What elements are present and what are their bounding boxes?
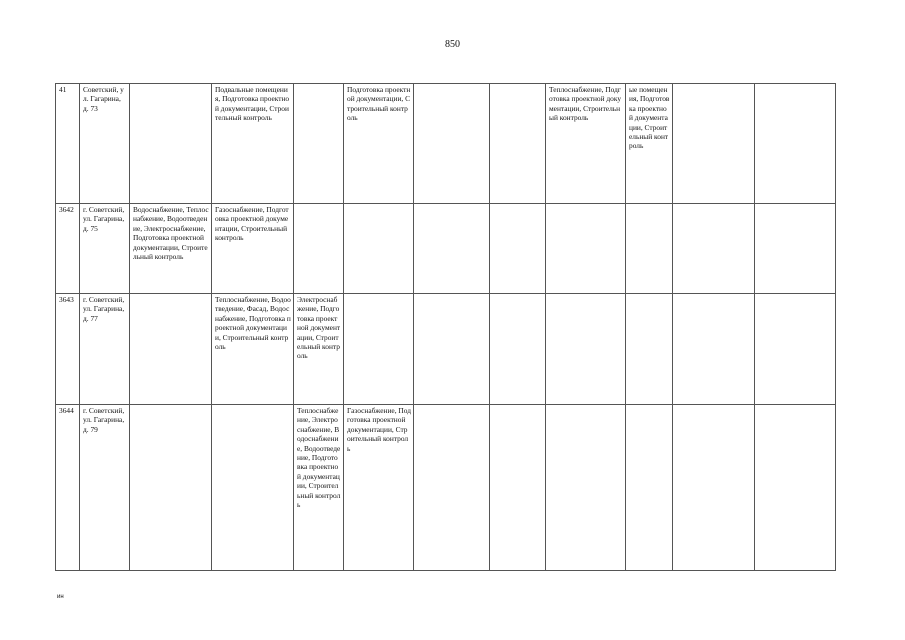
work-cell [294, 204, 344, 294]
work-cell: Газоснабжение, Подготовка проектной документации, Строительный контроль [344, 405, 414, 571]
work-cell [490, 204, 546, 294]
work-cell [673, 294, 755, 405]
work-cell [546, 405, 626, 571]
address-cell: Советский, ул. Гагарина, д. 73 [80, 84, 130, 204]
work-cell [490, 405, 546, 571]
work-cell: Водоснабжение, Теплоснабжение, Водоотведение, Электроснабжение, Подготовка проектной документации, Строительный контроль [130, 204, 212, 294]
work-cell: Газоснабжение, Подготовка проектной документации, Строительный контроль [212, 204, 294, 294]
work-cell: Подготовка проектной документации, Строительный контроль [344, 84, 414, 204]
table-row [56, 405, 836, 571]
page-number: 850 [445, 39, 460, 50]
work-cell [414, 204, 490, 294]
address-cell: г. Советский, ул. Гагарина, д. 77 [80, 294, 130, 405]
work-cell [546, 204, 626, 294]
work-cell [344, 294, 414, 405]
work-cell: Теплоснабжение, Водоотведение, Фасад, Водоснабжение, Подготовка проектной документации, Строительный контроль [212, 294, 294, 405]
work-cell [130, 84, 212, 204]
work-cell [626, 204, 673, 294]
work-cell [294, 84, 344, 204]
table-row [56, 294, 836, 405]
work-cell: Теплоснабжение, Подготовка проектной документации, Строительный контроль [546, 84, 626, 204]
work-cell [490, 84, 546, 204]
work-cell: Электроснабжение, Подготовка проектной документации, Строительный контроль [294, 294, 344, 405]
work-cell [414, 405, 490, 571]
address-cell: г. Советский, ул. Гагарина, д. 79 [80, 405, 130, 571]
work-cell [490, 294, 546, 405]
work-cell [626, 294, 673, 405]
work-cell [755, 294, 836, 405]
work-cell [755, 84, 836, 204]
work-cell [344, 204, 414, 294]
work-cell [755, 204, 836, 294]
work-cell [414, 294, 490, 405]
work-cell [546, 294, 626, 405]
footer-mark: ин [57, 594, 64, 600]
work-cell [212, 405, 294, 571]
work-cell [130, 294, 212, 405]
works-table [55, 83, 836, 571]
work-cell: ые помещения, Подготовка проектной документации, Строительный контроль [626, 84, 673, 204]
work-cell [673, 84, 755, 204]
row-number: 3643 [56, 294, 80, 405]
work-cell: Подвальные помещения, Подготовка проектной документации, Строительный контроль [212, 84, 294, 204]
address-cell: г. Советский, ул. Гагарина, д. 75 [80, 204, 130, 294]
work-cell: Теплоснабжение, Электроснабжение, Водоснабжение, Водоотведение, Подготовка проектной документации, Строительный контроль [294, 405, 344, 571]
work-cell [673, 405, 755, 571]
work-cell [673, 204, 755, 294]
work-cell [130, 405, 212, 571]
work-cell [626, 405, 673, 571]
table-row [56, 84, 836, 204]
row-number: 3642 [56, 204, 80, 294]
table-row [56, 204, 836, 294]
work-cell [755, 405, 836, 571]
row-number: 41 [56, 84, 80, 204]
work-cell [414, 84, 490, 204]
row-number: 3644 [56, 405, 80, 571]
